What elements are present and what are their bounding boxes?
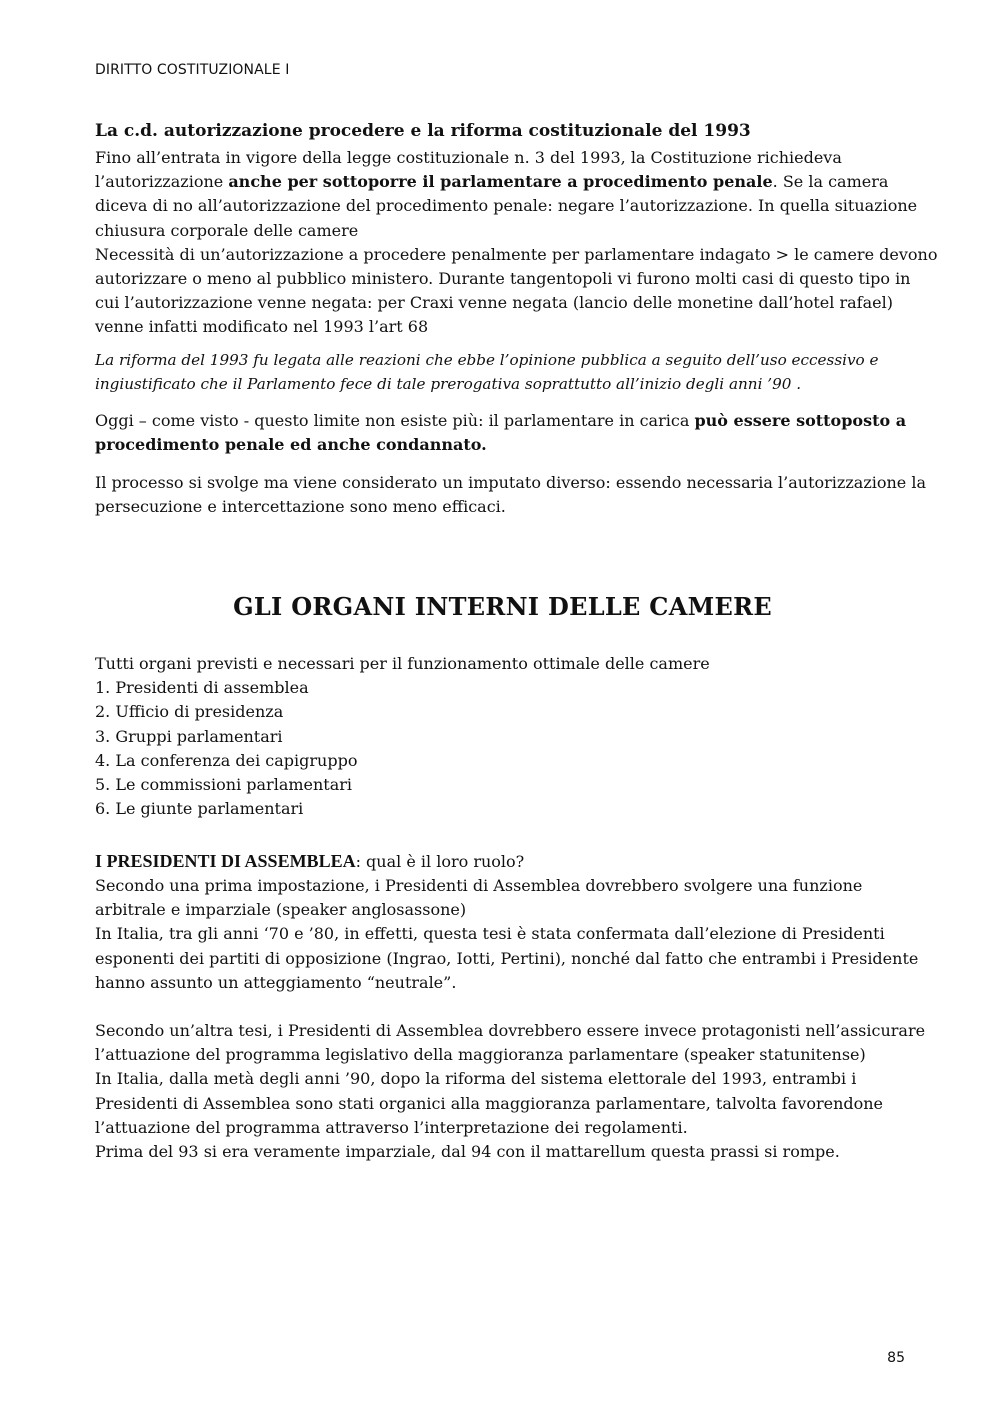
text-line: esponenti dei partiti di opposizione (Ingrao, Iotti, Pertini), nonché dal fatto che entrambi i Presidente bbox=[95, 948, 919, 968]
list-intro: Tutti organi previsti e necessari per il funzionamento ottimale delle camere bbox=[95, 654, 710, 673]
text-span: : qual è il loro ruolo? bbox=[355, 852, 525, 871]
paragraph-prima-impostazione bbox=[95, 874, 919, 995]
text-span: l’autorizzazione bbox=[95, 172, 229, 192]
text-span: Oggi – come visto - questo limite non esiste più: il parlamentare in carica bbox=[95, 411, 695, 430]
organi-list-block bbox=[95, 652, 910, 821]
bold-text: può essere sottoposto a bbox=[694, 411, 907, 430]
chapter-title: GLI ORGANI INTERNI DELLE CAMERE bbox=[233, 592, 772, 621]
text-line: cui l’autorizzazione venne negata: per Craxi venne negata (lancio delle monetine dall’hotel rafael) bbox=[95, 293, 893, 313]
text-span: . Se la camera bbox=[772, 172, 889, 192]
bold-text: I PRESIDENTI DI ASSEMBLEA bbox=[95, 851, 356, 871]
paragraph-altra-tesi bbox=[95, 1019, 926, 1164]
list-item: 3. Gruppi parlamentari bbox=[95, 726, 283, 746]
bold-text: procedimento penale ed anche condannato. bbox=[95, 435, 487, 455]
text-line: Il processo si svolge ma viene considerato un imputato diverso: essendo necessaria l’autorizzazione la bbox=[95, 473, 927, 492]
text-line: Presidenti di Assemblea sono stati organici alla maggioranza parlamentare, talvolta favorendone bbox=[95, 1093, 884, 1113]
text-line: arbitrale e imparziale (speaker anglosassone) bbox=[95, 900, 467, 920]
text-line: persecuzione e intercettazione sono meno efficaci. bbox=[95, 497, 506, 517]
text-line: l’attuazione del programma legislativo della maggioranza parlamentare (speaker statunitense) bbox=[95, 1045, 866, 1065]
text-line: autorizzare o meno al pubblico ministero. Durante tangentopoli vi furono molti casi di questo tipo in bbox=[95, 269, 911, 289]
paragraph-autorizzazione bbox=[95, 146, 938, 340]
list-item: 5. Le commissioni parlamentari bbox=[95, 775, 353, 795]
text-line: Necessità di un’autorizzazione a procedere penalmente per parlamentare indagato > le camere devono bbox=[95, 244, 938, 264]
text-line: ingiustificato che il Parlamento fece di tale prerogativa soprattutto all’inizio degli anni ’90 . bbox=[95, 375, 802, 394]
text-line: Secondo un’altra tesi, i Presidenti di Assemblea dovrebbero essere invece protagonisti nell’assicurare bbox=[95, 1021, 926, 1040]
paragraph-processo bbox=[95, 471, 927, 519]
paragraph-oggi bbox=[95, 409, 910, 457]
section-title-autorizzazione: La c.d. autorizzazione procedere e la riforma costituzionale del 1993 bbox=[95, 121, 751, 141]
subsection-heading-presidenti bbox=[95, 849, 910, 874]
text-line bbox=[95, 433, 910, 457]
text-line: Secondo una prima impostazione, i Presidenti di Assemblea dovrebbero svolgere una funzione bbox=[95, 876, 863, 895]
text-line: In Italia, dalla metà degli anni ’90, dopo la riforma del sistema elettorale del 1993, entrambi i bbox=[95, 1069, 857, 1089]
text-line: diceva di no all’autorizzazione del procedimento penale: negare l’autorizzazione. In quella situazione bbox=[95, 196, 918, 216]
running-header: DIRITTO COSTITUZIONALE I bbox=[95, 62, 290, 78]
text-line: Prima del 93 si era veramente imparziale, dal 94 con il mattarellum questa prassi si rompe. bbox=[95, 1142, 840, 1162]
text-line: l’attuazione del programma attraverso l’interpretazione dei regolamenti. bbox=[95, 1117, 688, 1137]
text-line: La riforma del 1993 fu legata alle reazioni che ebbe l’opinione pubblica a seguito dell’uso eccessivo e bbox=[95, 351, 879, 369]
paragraph-riforma-italic bbox=[95, 348, 910, 396]
text-line: In Italia, tra gli anni ‘70 e ’80, in effetti, questa tesi è stata confermata dall’elezione di Presidenti bbox=[95, 924, 885, 944]
list-item: 1. Presidenti di assemblea bbox=[95, 678, 309, 698]
text-line: Fino all’entrata in vigore della legge costituzionale n. 3 del 1993, la Costituzione richiedeva bbox=[95, 148, 842, 167]
text-line bbox=[95, 409, 910, 433]
text-line: hanno assunto un atteggiamento “neutrale”. bbox=[95, 972, 457, 992]
list-item: 6. Le giunte parlamentari bbox=[95, 799, 304, 819]
document-page bbox=[95, 0, 938, 1415]
text-line: chiusura corporale delle camere bbox=[95, 220, 359, 240]
list-item: 2. Ufficio di presidenza bbox=[95, 702, 284, 722]
bold-text: anche per sottoporre il parlamentare a procedimento penale bbox=[228, 172, 773, 192]
text-line bbox=[95, 170, 910, 194]
page-number: 85 bbox=[887, 1350, 905, 1366]
list-item: 4. La conferenza dei capigruppo bbox=[95, 750, 358, 770]
text-line: venne infatti modificato nel 1993 l’art 68 bbox=[95, 317, 429, 337]
